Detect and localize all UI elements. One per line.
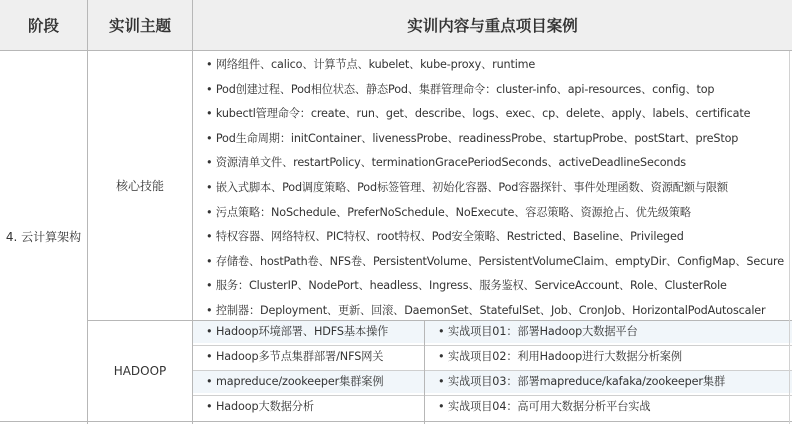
- hadoop-row-left: • mapreduce/zookeeper集群案例: [206, 375, 384, 388]
- list-item: • 嵌入式脚本、Pod调度策略、Pod标签管理、初始化容器、Pod容器探针、事件处理函数、资源配额与限额: [206, 181, 728, 194]
- stage-label: 4. 云计算架构: [5, 229, 82, 244]
- topic-core-skills: 核心技能: [115, 179, 164, 193]
- list-item: • Pod生命周期：initContainer、livenessProbe、readinessProbe、startupProbe、postStart、preStop: [206, 131, 739, 145]
- header-stage: 阶段: [0, 0, 87, 50]
- header-topic: 实训主题: [88, 0, 192, 50]
- divider: [193, 370, 792, 371]
- list-item: • Pod创建过程、Pod相位状态、静态Pod、集群管理命令：cluster-info、api-resources、config、top: [206, 82, 715, 96]
- list-item: • 网络组件、calico、计算节点、kubelet、kube-proxy、runtime: [206, 58, 536, 71]
- list-item: • 服务：ClusterIP、NodePort、headless、Ingress、服务鉴权、ServiceAccount、Role、ClusterRole: [206, 279, 727, 293]
- table-row: [193, 371, 792, 393]
- list-item: • kubectl管理命令：create、run、get、describe、logs、exec、cp、delete、apply、labels、certificate: [206, 107, 751, 121]
- list-item: • 特权容器、网络特权、PIC特权、root特权、Pod安全策略、Restricted、Baseline、Privileged: [206, 230, 684, 244]
- list-item: • 存储卷、hostPath卷、NFS卷、PersistentVolume、PersistentVolumeClaim、emptyDir、ConfigMap、Secure: [206, 254, 784, 268]
- table-row: [193, 396, 792, 418]
- hadoop-row-right: • 实战项目02：利用Hadoop进行大数据分析案例: [438, 350, 682, 363]
- divider: [789, 51, 790, 424]
- topic-hadoop: HADOOP: [113, 364, 167, 378]
- hadoop-row-left: • Hadoop大数据分析: [206, 400, 314, 413]
- divider: [87, 0, 88, 424]
- hadoop-row-right: • 实战项目04：高可用大数据分析平台实战: [438, 400, 651, 413]
- hadoop-row-right: • 实战项目03：部署mapreduce/kafaka/zookeeper集群: [438, 375, 726, 388]
- hadoop-row-right: • 实战项目01：部署Hadoop大数据平台: [438, 325, 638, 338]
- table-row: [193, 321, 792, 343]
- header-content: 实训内容与重点项目案例: [193, 0, 792, 50]
- list-item: • 污点策略：NoSchedule、PreferNoSchedule、NoExecute、容忍策略、资源抢占、优先级策略: [206, 205, 691, 219]
- divider: [193, 345, 792, 346]
- list-item: • 资源清单文件、restartPolicy、terminationGracePeriodSeconds、activeDeadlineSeconds: [206, 156, 686, 170]
- hadoop-row-left: • Hadoop环境部署、HDFS基本操作: [206, 325, 389, 338]
- divider: [424, 321, 425, 424]
- list-item: • 控制器：Deployment、更新、回滚、DaemonSet、StatefulSet、Job、CronJob、HorizontalPodAutoscaler: [206, 304, 766, 317]
- divider: [0, 421, 792, 422]
- divider: [193, 395, 792, 396]
- hadoop-row-left: • Hadoop多节点集群部署/NFS网关: [206, 350, 384, 363]
- divider: [0, 50, 792, 51]
- divider: [192, 0, 193, 424]
- table-row: [193, 346, 792, 368]
- divider: [88, 320, 792, 321]
